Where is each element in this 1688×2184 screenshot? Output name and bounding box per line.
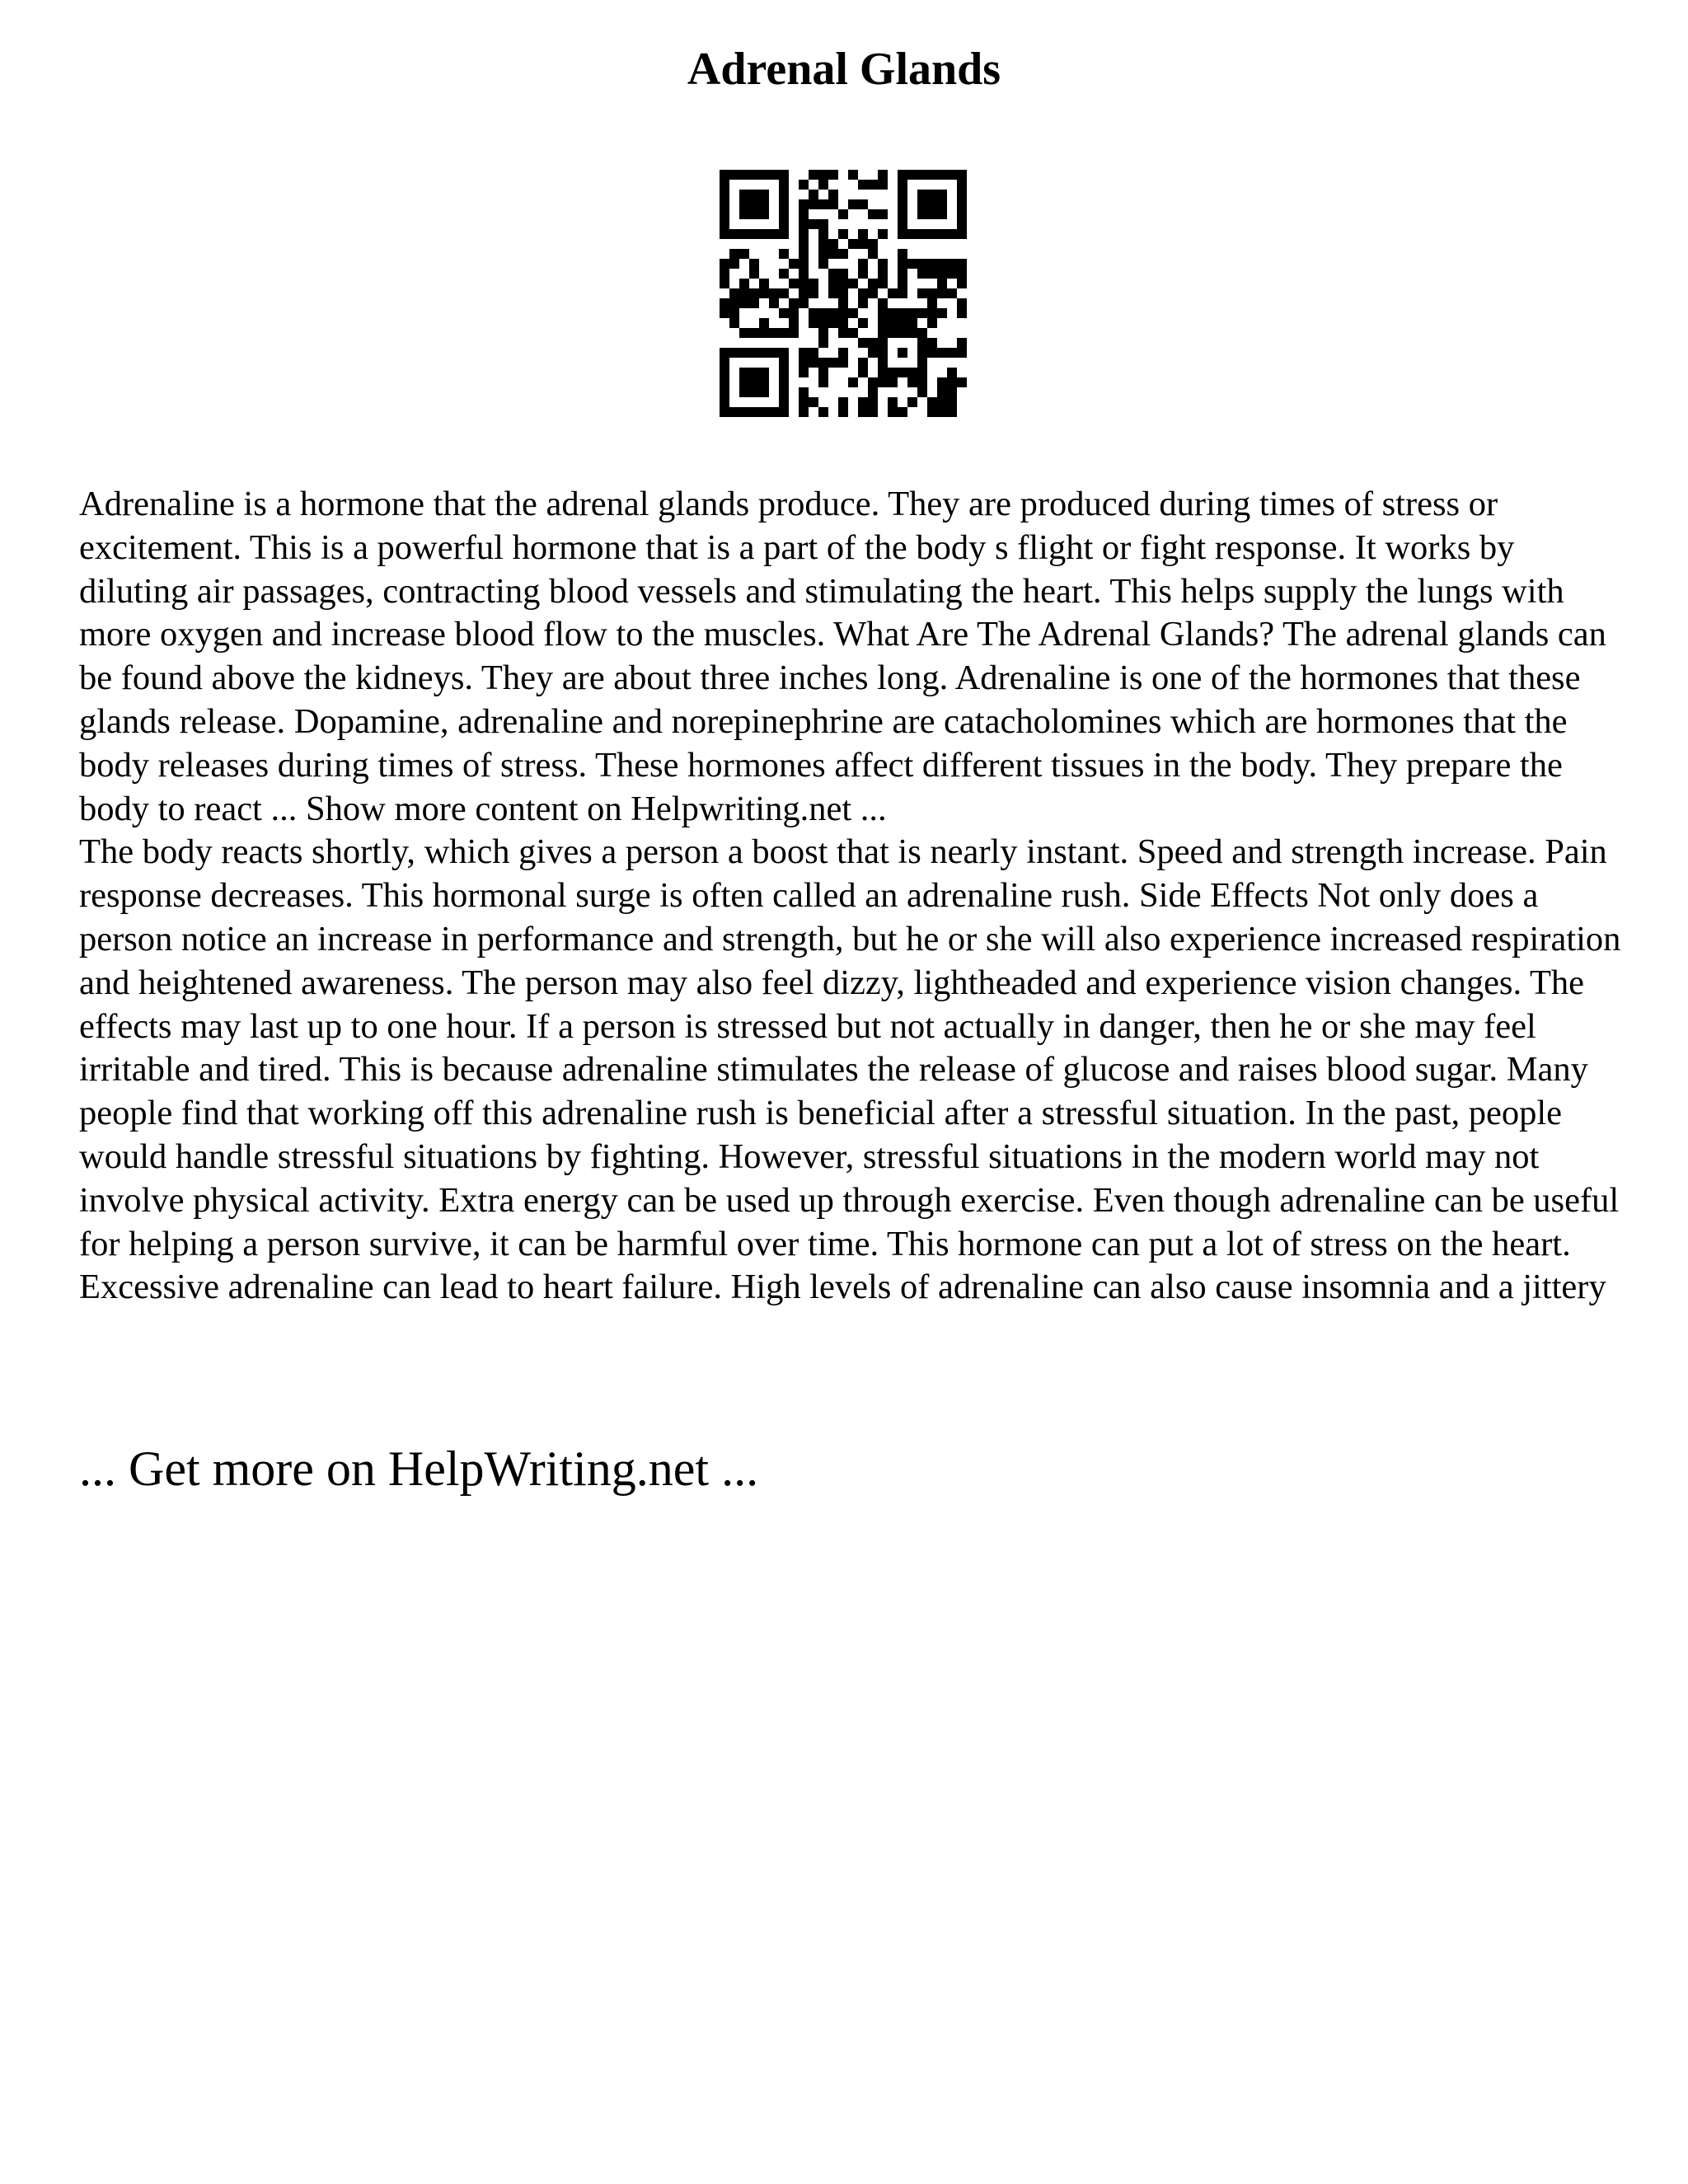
article-body [79,483,1629,1310]
qr-code-graphic [720,170,967,417]
article-paragraph-2: The body reacts shortly, which gives a person a boost that is nearly instant. Speed and strength increase. Pain response decreases. This hormonal surge is often called an adrenaline rush. Side Effects Not only does a person notice an increase in performance and strength, but he or she will also experience increased respiration and heightened awareness. The person may also feel dizzy, lightheaded and experience vision changes. The effects may last up to one hour. If a person is stressed but not actually in danger, then he or she may feel irritable and tired. This is because adrenaline stimulates the release of glucose and raises blood sugar. Many people find that working off this adrenaline rush is beneficial after a stressful situation. In the past, people would handle stressful situations by fighting. However, stressful situations in the modern world may not involve physical activity. Extra energy can be used up through exercise. Even though adrenaline can be useful for helping a person survive, it can be harmful over time. This hormone can put a lot of stress on the heart. Excessive adrenaline can lead to heart failure. High levels of adrenaline can also cause insomnia and a jittery [79,832,1621,1307]
page-title: Adrenal Glands [687,44,1001,95]
qr-code-icon[interactable] [720,170,967,417]
article-paragraph-1: Adrenaline is a hormone that the adrenal glands produce. They are produced during times of stress or excitement. This is a powerful hormone that is a part of the body s flight or fight response. It works by diluting air passages, contracting blood vessels and stimulating the heart. This helps supply the lungs with more oxygen and increase blood flow to the muscles. What Are The Adrenal Glands? The adrenal glands can be found above the kidneys. They are about three inches long. Adrenaline is one of the hormones that these glands release. Dopamine, adrenaline and norepinephrine are catacholomines which are hormones that the body releases during times of stress. These hormones affect different tissues in the body. They prepare the body to react ... Show more content on Helpwriting.net ... [79,485,1606,828]
get-more-link[interactable]: ... Get more on HelpWriting.net ... [79,1441,759,1496]
